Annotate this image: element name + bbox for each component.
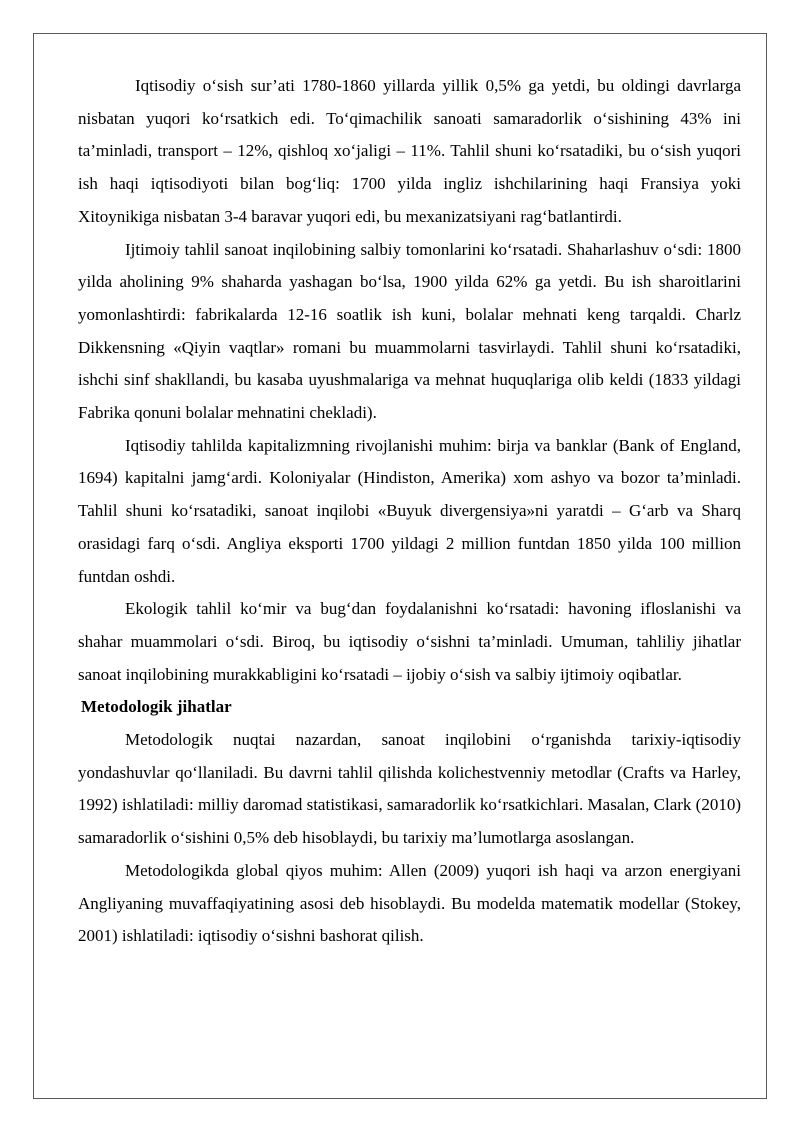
paragraph-social-analysis: Ijtimoiy tahlil sanoat inqilobining salbiy tomonlarini ko‘rsatadi. Shaharlashuv o‘sdi: 1800 yilda aholining 9% shaharda yashagan bo‘lsa, 1900 yilda 62% ga yetdi. Bu ish sharoitlarini yomonlashtirdi: fabrikalarda 12-16 soatlik ish kuni, bolalar mehnati keng tarqaldi. Charlz Dikkensning «Qiyin vaqtlar» romani bu muammolarni tasvirlaydi. Tahlil shuni ko‘rsatadiki, ishchi sinf shakllandi, bu kasaba uyushmalariga va mehnat huquqlariga olib keldi (1833 yildagi Fabrika qonuni bolalar mehnatini chekladi). [78, 239, 741, 423]
paragraph-ecology: Ekologik tahlil ko‘mir va bug‘dan foydalanishni ko‘rsatadi: havoning ifloslanishi va shahar muammolari o‘sdi. Biroq, bu iqtisodiy o‘sishni ta’minladi. Umuman, tahliliy jihatlar sanoat inqilobining murakkabligini ko‘rsatadi – ijobiy o‘sish va salbiy ijtimoiy oqibatlar. [78, 599, 741, 684]
paragraph-capitalism: Iqtisodiy tahlilda kapitalizmning rivojlanishi muhim: birja va banklar (Bank of England, 1694) kapitalni jamg‘ardi. Koloniyalar (Hindiston, Amerika) xom ashyo va bozor ta’minladi. Tahlil shuni ko‘rsatadiki, sanoat inqilobi «Buyuk divergensiya»ni yaratdi – G‘arb va Sharq orasidagi farq o‘sdi. Angliya eksporti 1700 yildagi 2 million funtdan 1850 yilda 100 million funtdan oshdi. [78, 435, 741, 586]
paragraph-economic-growth: Iqtisodiy o‘sish sur’ati 1780-1860 yillarda yillik 0,5% ga yetdi, bu oldingi davrlarga nisbatan yuqori ko‘rsatkich edi. To‘qimachilik sanoati samaradorlik o‘sishining 43% ini ta’minladi, transport – 12%, qishloq xo‘jaligi – 11%. Tahlil shuni ko‘rsatadiki, bu o‘sish yuqori ish haqi iqtisodiyoti bilan bog‘liq: 1700 yilda ingliz ishchilarining haqi Fransiya yoki Xitoynikiga nisbatan 3-4 baravar yuqori edi, bu mexanizatsiyani rag‘batlantirdi. [78, 76, 741, 226]
section-heading: Metodologik jihatlar [81, 697, 232, 717]
paragraph-methodology: Metodologik nuqtai nazardan, sanoat inqilobini o‘rganishda tarixiy-iqtisodiy yondashuvlar qo‘llaniladi. Bu davrni tahlil qilishda kolichestvenniy metodlar (Crafts va Harley, 1992) ishlatiladi: milliy daromad statistikasi, samaradorlik ko‘rsatkichlari. Masalan, Clark (2010) samaradorlik o‘sishini 0,5% deb hisoblaydi, bu tarixiy ma’lumotlarga asoslangan. [78, 730, 741, 848]
paragraph-global-comparison: Metodologikda global qiyos muhim: Allen (2009) yuqori ish haqi va arzon energiyani Angliyaning muvaffaqiyatining asosi deb hisoblaydi. Bu modelda matematik modellar (Stokey, 2001) ishlatiladi: iqtisodiy o‘sishni bashorat qilish. [78, 860, 741, 946]
document-body [78, 70, 741, 953]
